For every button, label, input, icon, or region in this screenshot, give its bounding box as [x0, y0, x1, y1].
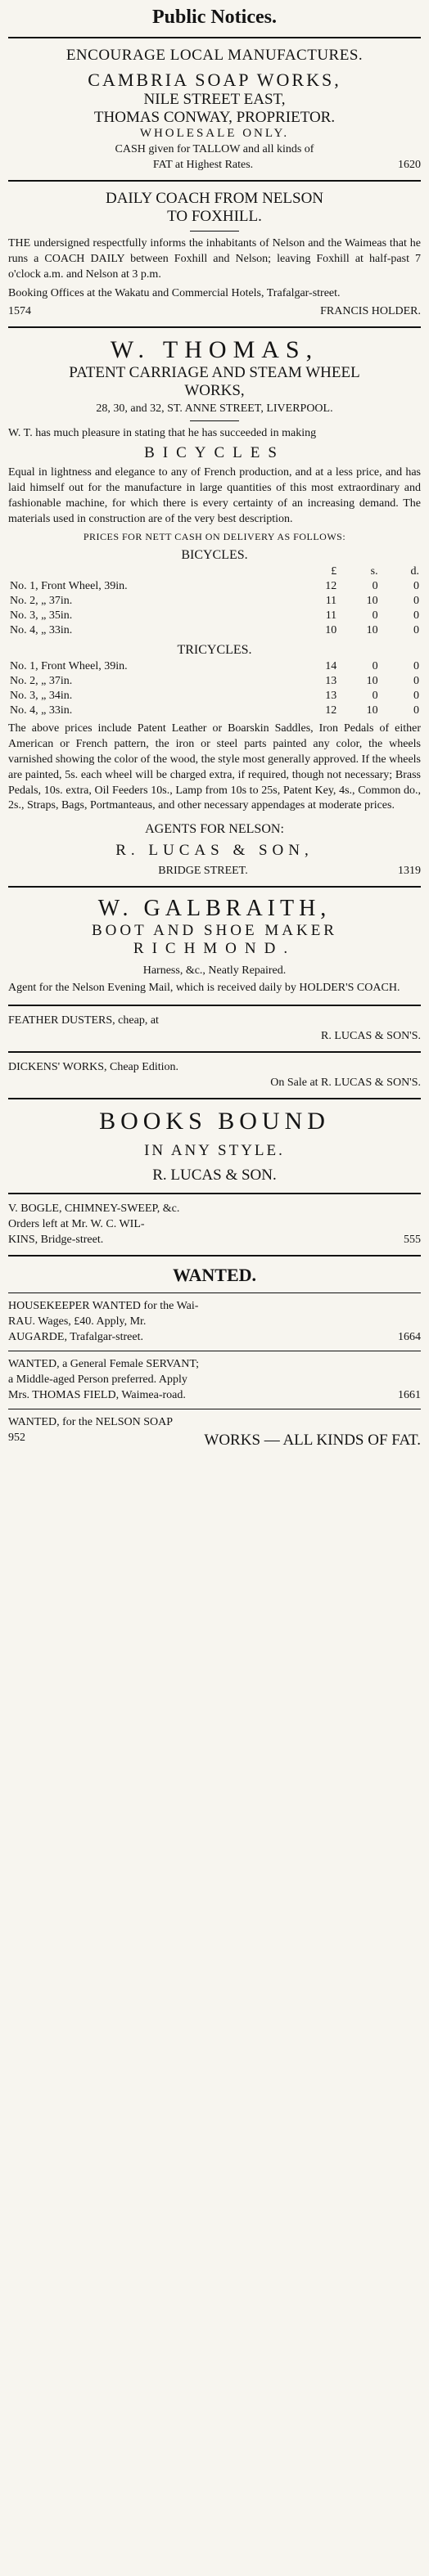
soap-street: NILE STREET EAST, — [143, 91, 286, 108]
thomas-sub-2: WORKS, — [184, 381, 245, 399]
books-bound-ad — [8, 1108, 421, 1185]
divider — [8, 886, 421, 888]
soap-wanted-row — [8, 1432, 421, 1450]
table-row: No. 3, „ 34in. 13 0 0 — [10, 690, 419, 703]
bicycles-label: BICYCLES. — [181, 548, 248, 563]
galbraith-ad — [8, 896, 421, 996]
soap-head: ENCOURAGE LOCAL MANUFACTURES. — [65, 47, 364, 64]
soap-ref: 1620 — [398, 159, 421, 171]
bogle-ref: 555 — [404, 1234, 421, 1247]
col-pound: £ — [331, 565, 337, 578]
house-line-3: AUGARDE, Trafalgar-street. — [8, 1331, 143, 1344]
coach-sign: FRANCIS HOLDER. — [320, 304, 421, 317]
soap-cash: CASH given for TALLOW and all kinds of — [115, 143, 314, 155]
agents-street: BRIDGE STREET. — [158, 865, 248, 878]
masthead-title: Public Notices. — [152, 7, 277, 28]
soap-fat-row — [8, 159, 421, 172]
tricycles-table — [8, 659, 421, 718]
table-row: No. 1, Front Wheel, 39in. 12 0 0 — [10, 580, 419, 593]
coach-title-2: TO FOXHILL. — [167, 208, 262, 225]
chimney-sweep-ad — [8, 1203, 421, 1247]
wanted-head: WANTED. — [172, 1265, 257, 1286]
soap-title: CAMBRIA SOAP WORKS, — [88, 70, 341, 90]
soap-wanted-line-1: WANTED, for the NELSON SOAP — [8, 1416, 174, 1429]
thomas-ad — [8, 336, 421, 879]
galbraith-trade: BOOT AND SHOE MAKER — [92, 922, 337, 940]
table-row: No. 3, „ 35in. 11 0 0 — [10, 609, 419, 623]
thomas-address: 28, 30, and 32, ST. ANNE STREET, LIVERPOOL. — [96, 402, 333, 415]
soap-owner: THOMAS CONWAY, PROPRIETOR. — [93, 109, 336, 126]
house-line-1: HOUSEKEEPER WANTED for the Wai- — [8, 1300, 199, 1313]
servant-ref: 1661 — [398, 1389, 421, 1402]
thomas-short-rule — [190, 420, 239, 421]
soap-works-ad — [8, 47, 421, 172]
divider — [8, 1193, 421, 1194]
servant-line-3: Mrs. THOMAS FIELD, Waimea-road. — [8, 1389, 186, 1402]
divider — [8, 326, 421, 328]
house-line-2: RAU. Wages, £40. Apply, Mr. — [8, 1315, 147, 1328]
thomas-body: Equal in lightness and elegance to any of French production, and at a less price, and has laid himself out for the manufacture in large quantities of this most extraordinary and fashionable machine, for which there is every certainty of an increasing demand. The materials used in construction are of the very best description. — [8, 466, 421, 526]
col-d: d. — [410, 565, 419, 578]
divider — [8, 1255, 421, 1257]
table-row: No. 1, Front Wheel, 39in. 14 0 0 — [10, 660, 419, 673]
wanted-section — [8, 1265, 421, 1450]
divider — [8, 37, 421, 38]
coach-ad — [8, 190, 421, 318]
books-sub: IN ANY STYLE. — [144, 1142, 285, 1160]
coach-ref: 1574 — [8, 304, 31, 317]
thomas-prices-head: PRICES FOR NETT CASH ON DELIVERY AS FOLLOWS: — [83, 531, 346, 543]
thomas-ref: 1319 — [398, 865, 421, 878]
agents-name: R. LUCAS & SON, — [115, 842, 314, 860]
divider — [8, 1292, 421, 1293]
thomas-sub-1: PATENT CARRIAGE AND STEAM WHEEL — [69, 363, 360, 381]
feather-dusters-ad — [8, 1014, 421, 1043]
feather-line-1: FEATHER DUSTERS, cheap, at — [8, 1014, 159, 1027]
bogle-row — [8, 1234, 421, 1247]
dickens-ad — [8, 1061, 421, 1090]
dickens-line-1: DICKENS' WORKS, Cheap Edition. — [8, 1061, 178, 1074]
house-ref: 1664 — [398, 1331, 421, 1344]
divider — [8, 1005, 421, 1006]
galbraith-title: W. GALBRAITH, — [97, 896, 332, 922]
house-row — [8, 1331, 421, 1344]
agents-label: AGENTS FOR NELSON: — [145, 822, 284, 837]
servant-row — [8, 1389, 421, 1402]
coach-short-rule — [190, 231, 239, 232]
table-row: No. 2, „ 37in. 13 10 0 — [10, 675, 419, 688]
agents-street-row — [8, 865, 421, 878]
soap-wanted-ref: 952 — [8, 1432, 25, 1445]
divider — [8, 180, 421, 182]
coach-sign-row — [8, 305, 421, 318]
galbraith-harness: Harness, &c., Neatly Repaired. — [142, 964, 287, 978]
servant-line-2: a Middle-aged Person preferred. Apply — [8, 1373, 187, 1387]
bogle-line-3: KINS, Bridge-street. — [8, 1234, 104, 1247]
bogle-line-2: Orders left at Mr. W. C. WIL- — [8, 1218, 145, 1231]
soap-wanted-line-2: WORKS — ALL KINDS OF FAT. — [204, 1432, 421, 1450]
bicycles-table — [8, 564, 421, 638]
coach-title-1: DAILY COACH FROM NELSON — [105, 190, 324, 207]
notices-page — [8, 0, 421, 1450]
thomas-title: W. THOMAS, — [110, 335, 319, 363]
thomas-intro: W. T. has much pleasure in stating that he has succeeded in making — [8, 426, 317, 439]
tricycles-label: TRICYCLES. — [177, 643, 252, 658]
dickens-line-2: On Sale at R. LUCAS & SON'S. — [270, 1077, 421, 1090]
table-row: No. 4, „ 33in. 12 10 0 — [10, 704, 419, 717]
soap-wholesale: WHOLESALE ONLY. — [139, 127, 290, 140]
thomas-bicycles-head: BICYCLES — [144, 444, 285, 462]
table-row: No. 4, „ 33in. 10 10 0 — [10, 624, 419, 637]
books-title: BOOKS BOUND — [99, 1108, 330, 1135]
galbraith-agent: Agent for the Nelson Evening Mail, which is received daily by HOLDER'S COACH. — [8, 982, 400, 995]
divider — [8, 1098, 421, 1099]
soap-fat: FAT at Highest Rates. — [152, 159, 254, 171]
bogle-line-1: V. BOGLE, CHIMNEY-SWEEP, &c. — [8, 1203, 180, 1216]
divider — [8, 1051, 421, 1053]
price-header-row — [8, 564, 421, 579]
books-by: R. LUCAS & SON. — [152, 1167, 277, 1185]
coach-body: THE undersigned respectfully informs the inhabitants of Nelson and the Waimeas that he runs a COACH DAILY between Foxhill and Nelson; leaving Foxhill at half-past 7 o'clock a.m. and Nelson at 3 p.m. — [8, 237, 421, 281]
table-row: No. 2, „ 37in. 11 10 0 — [10, 595, 419, 608]
coach-booking: Booking Offices at the Wakatu and Commercial Hotels, Trafalgar-street. — [8, 286, 341, 299]
feather-line-2: R. LUCAS & SON'S. — [321, 1030, 421, 1043]
col-s: s. — [370, 565, 378, 578]
galbraith-place: RICHMOND. — [133, 940, 296, 958]
thomas-notes: The above prices include Patent Leather or Boarskin Saddles, Iron Pedals of either American or French pattern, the iron or steel parts painted any color, the wheels varnished showing the color of the wood, the style most generally approved. If the wheels are painted, 5s. each wheel will be charged extra, if required, though not necessary; Brass Pedals, 10s. extra, Oil Feeders 10s., Lamp from 10s to 25s, Patent Key, 4s., Common do., 2s., Straps, Bags, Portmanteaus, and other necessary appendages at moderate prices. — [8, 722, 421, 812]
servant-line-1: WANTED, a General Female SERVANT; — [8, 1358, 200, 1371]
